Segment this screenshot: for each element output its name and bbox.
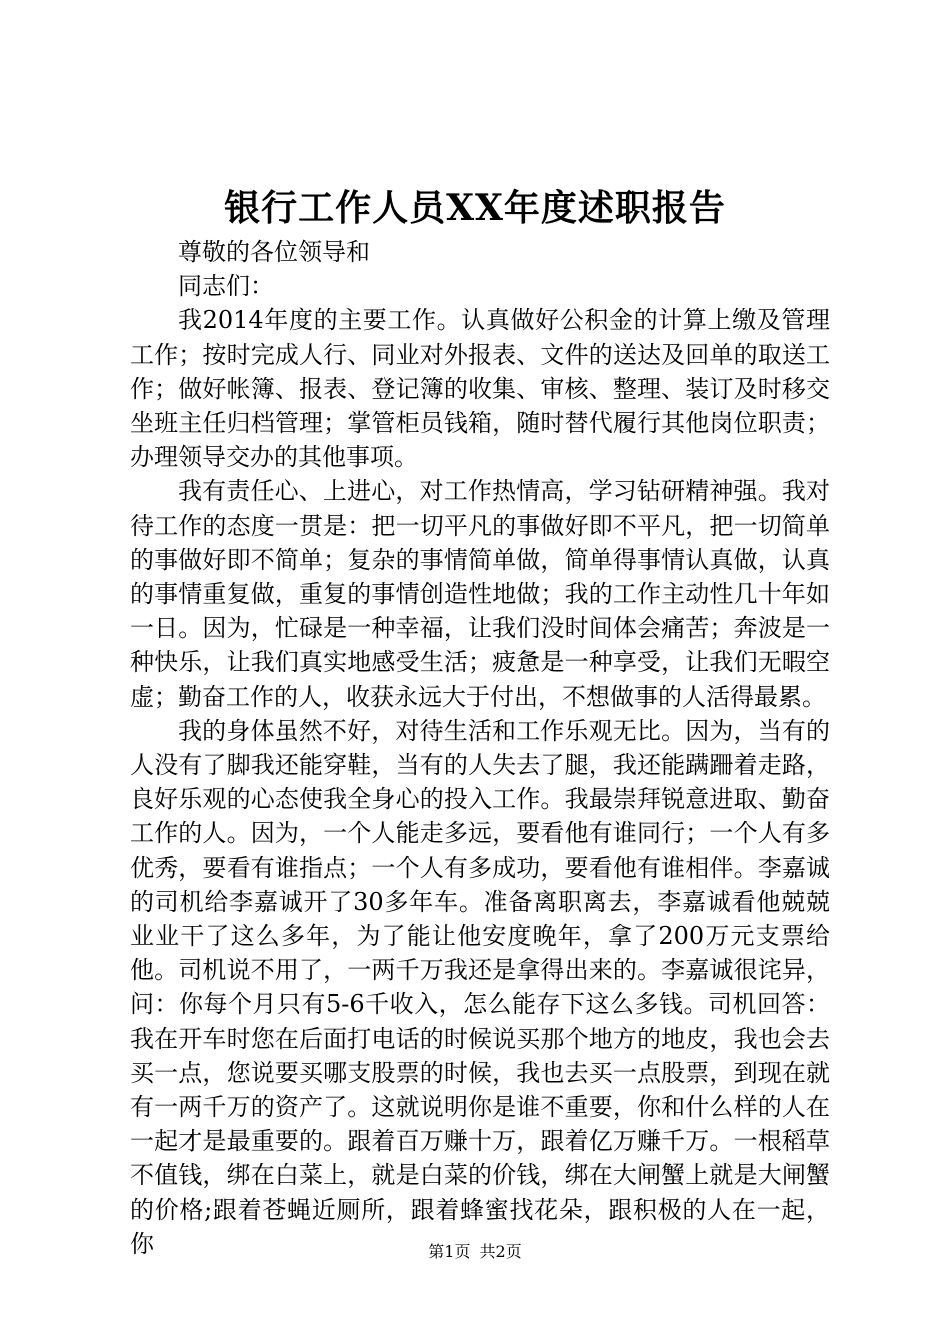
page-number-total: 共2页 bbox=[479, 1242, 522, 1261]
document-body bbox=[130, 235, 830, 1261]
document-title: 银行工作人员XX年度述职报告 bbox=[224, 187, 726, 229]
salutation-line-1: 尊敬的各位领导和 bbox=[178, 238, 370, 266]
paragraph-3: 我的身体虽然不好，对待生活和工作乐观无比。因为，当有的人没有了脚我还能穿鞋，当有的人失去了腿，我还能蹒跚着走路，良好乐观的心态使我全身心的投入工作。我最崇拜锐意进取、勤奋工作的人。因为，一个人能走多远，要看他有谁同行；一个人有多优秀，要看有谁指点；一个人有多成功，要看他有谁相伴。李嘉诚的司机给李嘉诚开了30多年车。准备离职离去，李嘉诚看他兢兢业业干了这么多年，为了能让他安度晚年，拿了200万元支票给他。司机说不用了，一两千万我还是拿得出来的。李嘉诚很诧异，问：你每个月只有5-6千收入，怎么能存下这么多钱。司机回答：我在开车时您在后面打电话的时候说买那个地方的地皮，我也会去买一点，您说要买哪支股票的时候，我也去买一点股票，到现在就有一两千万的资产了。这就说明你是谁不重要，你和什么样的人在一起才是最重要的。跟着百万赚十万，跟着亿万赚千万。一根稻草不值钱，绑在白菜上，就是白菜的价钱，绑在大闸蟹上就是大闸蟹的价格;跟着苍蝇近厕所，跟着蜂蜜找花朵，跟积极的人在一起，你 bbox=[130, 716, 830, 1258]
paragraph-1: 我2014年度的主要工作。认真做好公积金的计算上缴及管理工作；按时完成人行、同业对外报表、文件的送达及回单的取送工作；做好帐簿、报表、登记簿的收集、审核、整理、装订及时移交坐班主任归档管理；掌管柜员钱箱，随时替代履行其他岗位职责；办理领导交办的其他事项。 bbox=[130, 306, 830, 472]
page-footer bbox=[0, 1241, 950, 1263]
paragraph-2: 我有责任心、上进心，对工作热情高，学习钻研精神强。我对待工作的态度一贯是：把一切平凡的事做好即不平凡，把一切简单的事做好即不简单；复杂的事情简单做，简单得事情认真做，认真的事情重复做，重复的事情创造性地做；我的工作主动性几十年如一日。因为，忙碌是一种幸福，让我们没时间体会痛苦；奔波是一种快乐，让我们真实地感受生活；疲惫是一种享受，让我们无暇空虚；勤奋工作的人，收获永远大于付出，不想做事的人活得最累。 bbox=[130, 477, 830, 711]
salutation-line-2: 同志们： bbox=[178, 272, 274, 301]
page-number-current: 第1页 bbox=[428, 1242, 471, 1261]
